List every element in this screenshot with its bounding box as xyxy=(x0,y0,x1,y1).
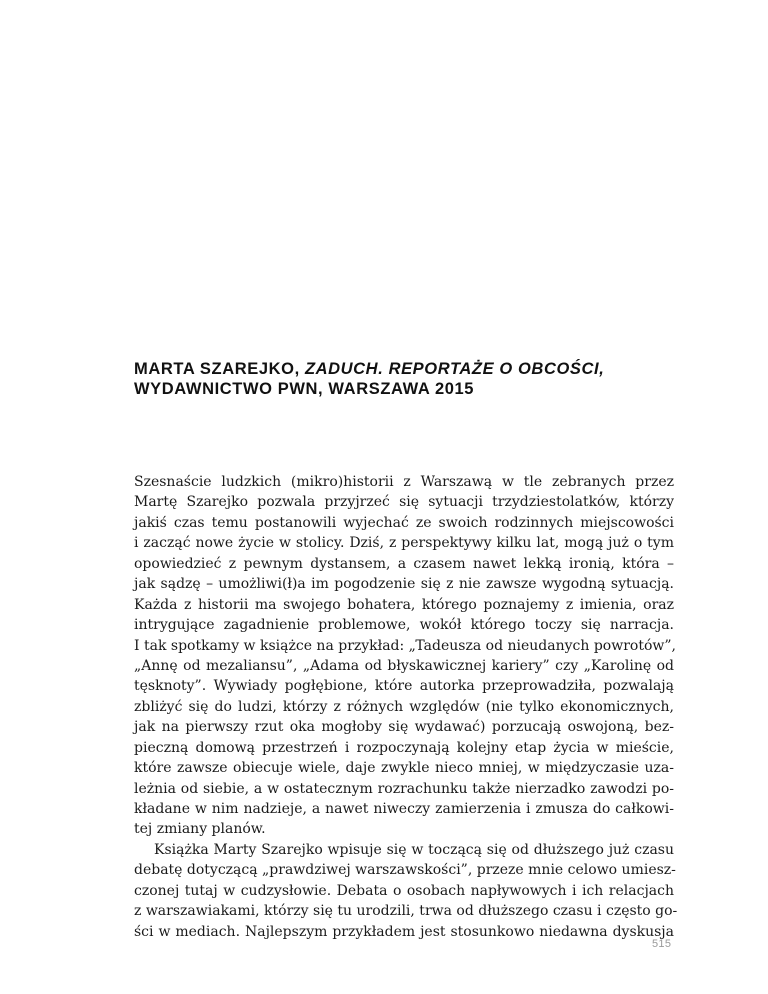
heading-publisher: WYDAWNICTWO PWN, WARSZAWA 2015 xyxy=(134,380,475,398)
body-line: jak na pierwszy rzut oka mogłoby się wydawać) porzucają oswojoną, bez- xyxy=(134,719,674,736)
heading-line-1 xyxy=(134,359,674,379)
body-line-paragraph-start: Książka Marty Szarejko wpisuje się w toczącą się od dłuższego już czasu xyxy=(154,841,674,858)
page-number: 515 xyxy=(652,938,672,950)
body-line: Szesnaście ludzkich (mikro)historii z Warszawą w tle zebranych przez xyxy=(134,474,674,490)
body-line-paragraph-end: tej zmiany planów. xyxy=(134,821,266,838)
body-line: leżnia od siebie, a w ostatecznym rozrachunku także nierzadko zawodzi po- xyxy=(134,780,674,797)
body-line: Każda z historii ma swojego bohatera, którego poznajemy z imienia, oraz xyxy=(134,596,674,613)
heading-book-title: ZADUCH. REPORTAŻE O OBCOŚCI, xyxy=(304,360,605,378)
body-line: kładane w nim nadzieje, a nawet niweczy zamierzenia i zmusza do całkowi- xyxy=(134,801,674,817)
body-line: intrygujące zagadnienie problemowe, wokół którego toczy się narracja. xyxy=(134,617,674,634)
heading-author: MARTA SZAREJKO, xyxy=(134,360,300,378)
body-line: zbliżyć się do ludzi, którzy z różnych względów (nie tylko ekonomicznych, xyxy=(134,698,674,715)
body-line: i zacząć nowe życie w stolicy. Dziś, z perspektywy kilku lat, mogą już o tym xyxy=(134,535,674,552)
body-line: debatę dotyczącą „prawdziwej warszawskości”, przeze mnie celowo umiesz- xyxy=(134,862,676,879)
body-line: opowiedzieć z pewnym dystansem, a czasem nawet lekką ironią, która – xyxy=(134,555,674,572)
body-line: jakiś czas temu postanowili wyjechać ze swoich rodzinnych miejscowości xyxy=(134,514,674,531)
body-line: Martę Szarejko pozwala przyjrzeć się sytuacji trzydziestolatków, którzy xyxy=(134,494,674,511)
review-body xyxy=(134,472,678,942)
body-line: z warszawiakami, którzy się tu urodzili, trwa od dłuższego czasu i często go- xyxy=(134,903,678,920)
body-line: które zawsze obiecuje wiele, daje zwykle nieco mniej, w międzyczasie uza- xyxy=(134,760,674,777)
review-heading xyxy=(134,359,674,399)
body-line: czonej tutaj w cudzysłowie. Debata o osobach napływowych i ich relacjach xyxy=(134,882,674,899)
body-line: I tak spotkamy w książce na przykład: „Tadeusza od nieudanych powrotów”, xyxy=(134,637,676,654)
body-line: jak sądzę – umożliwi(ł)a im pogodzenie się z nie zawsze wygodną sytuacją. xyxy=(134,576,674,593)
body-line: „Annę od mezaliansu”, „Adama od błyskawicznej kariery” czy „Karolinę od xyxy=(134,657,674,674)
body-line: pieczną domową przestrzeń i rozpoczynają kolejny etap życia w mieście, xyxy=(134,739,674,756)
body-line: tęsknoty”. Wywiady pogłębione, które autorka przeprowadziła, pozwalają xyxy=(134,678,674,695)
body-line: ści w mediach. Najlepszym przykładem jest stosunkowo niedawna dyskusja xyxy=(134,923,674,940)
